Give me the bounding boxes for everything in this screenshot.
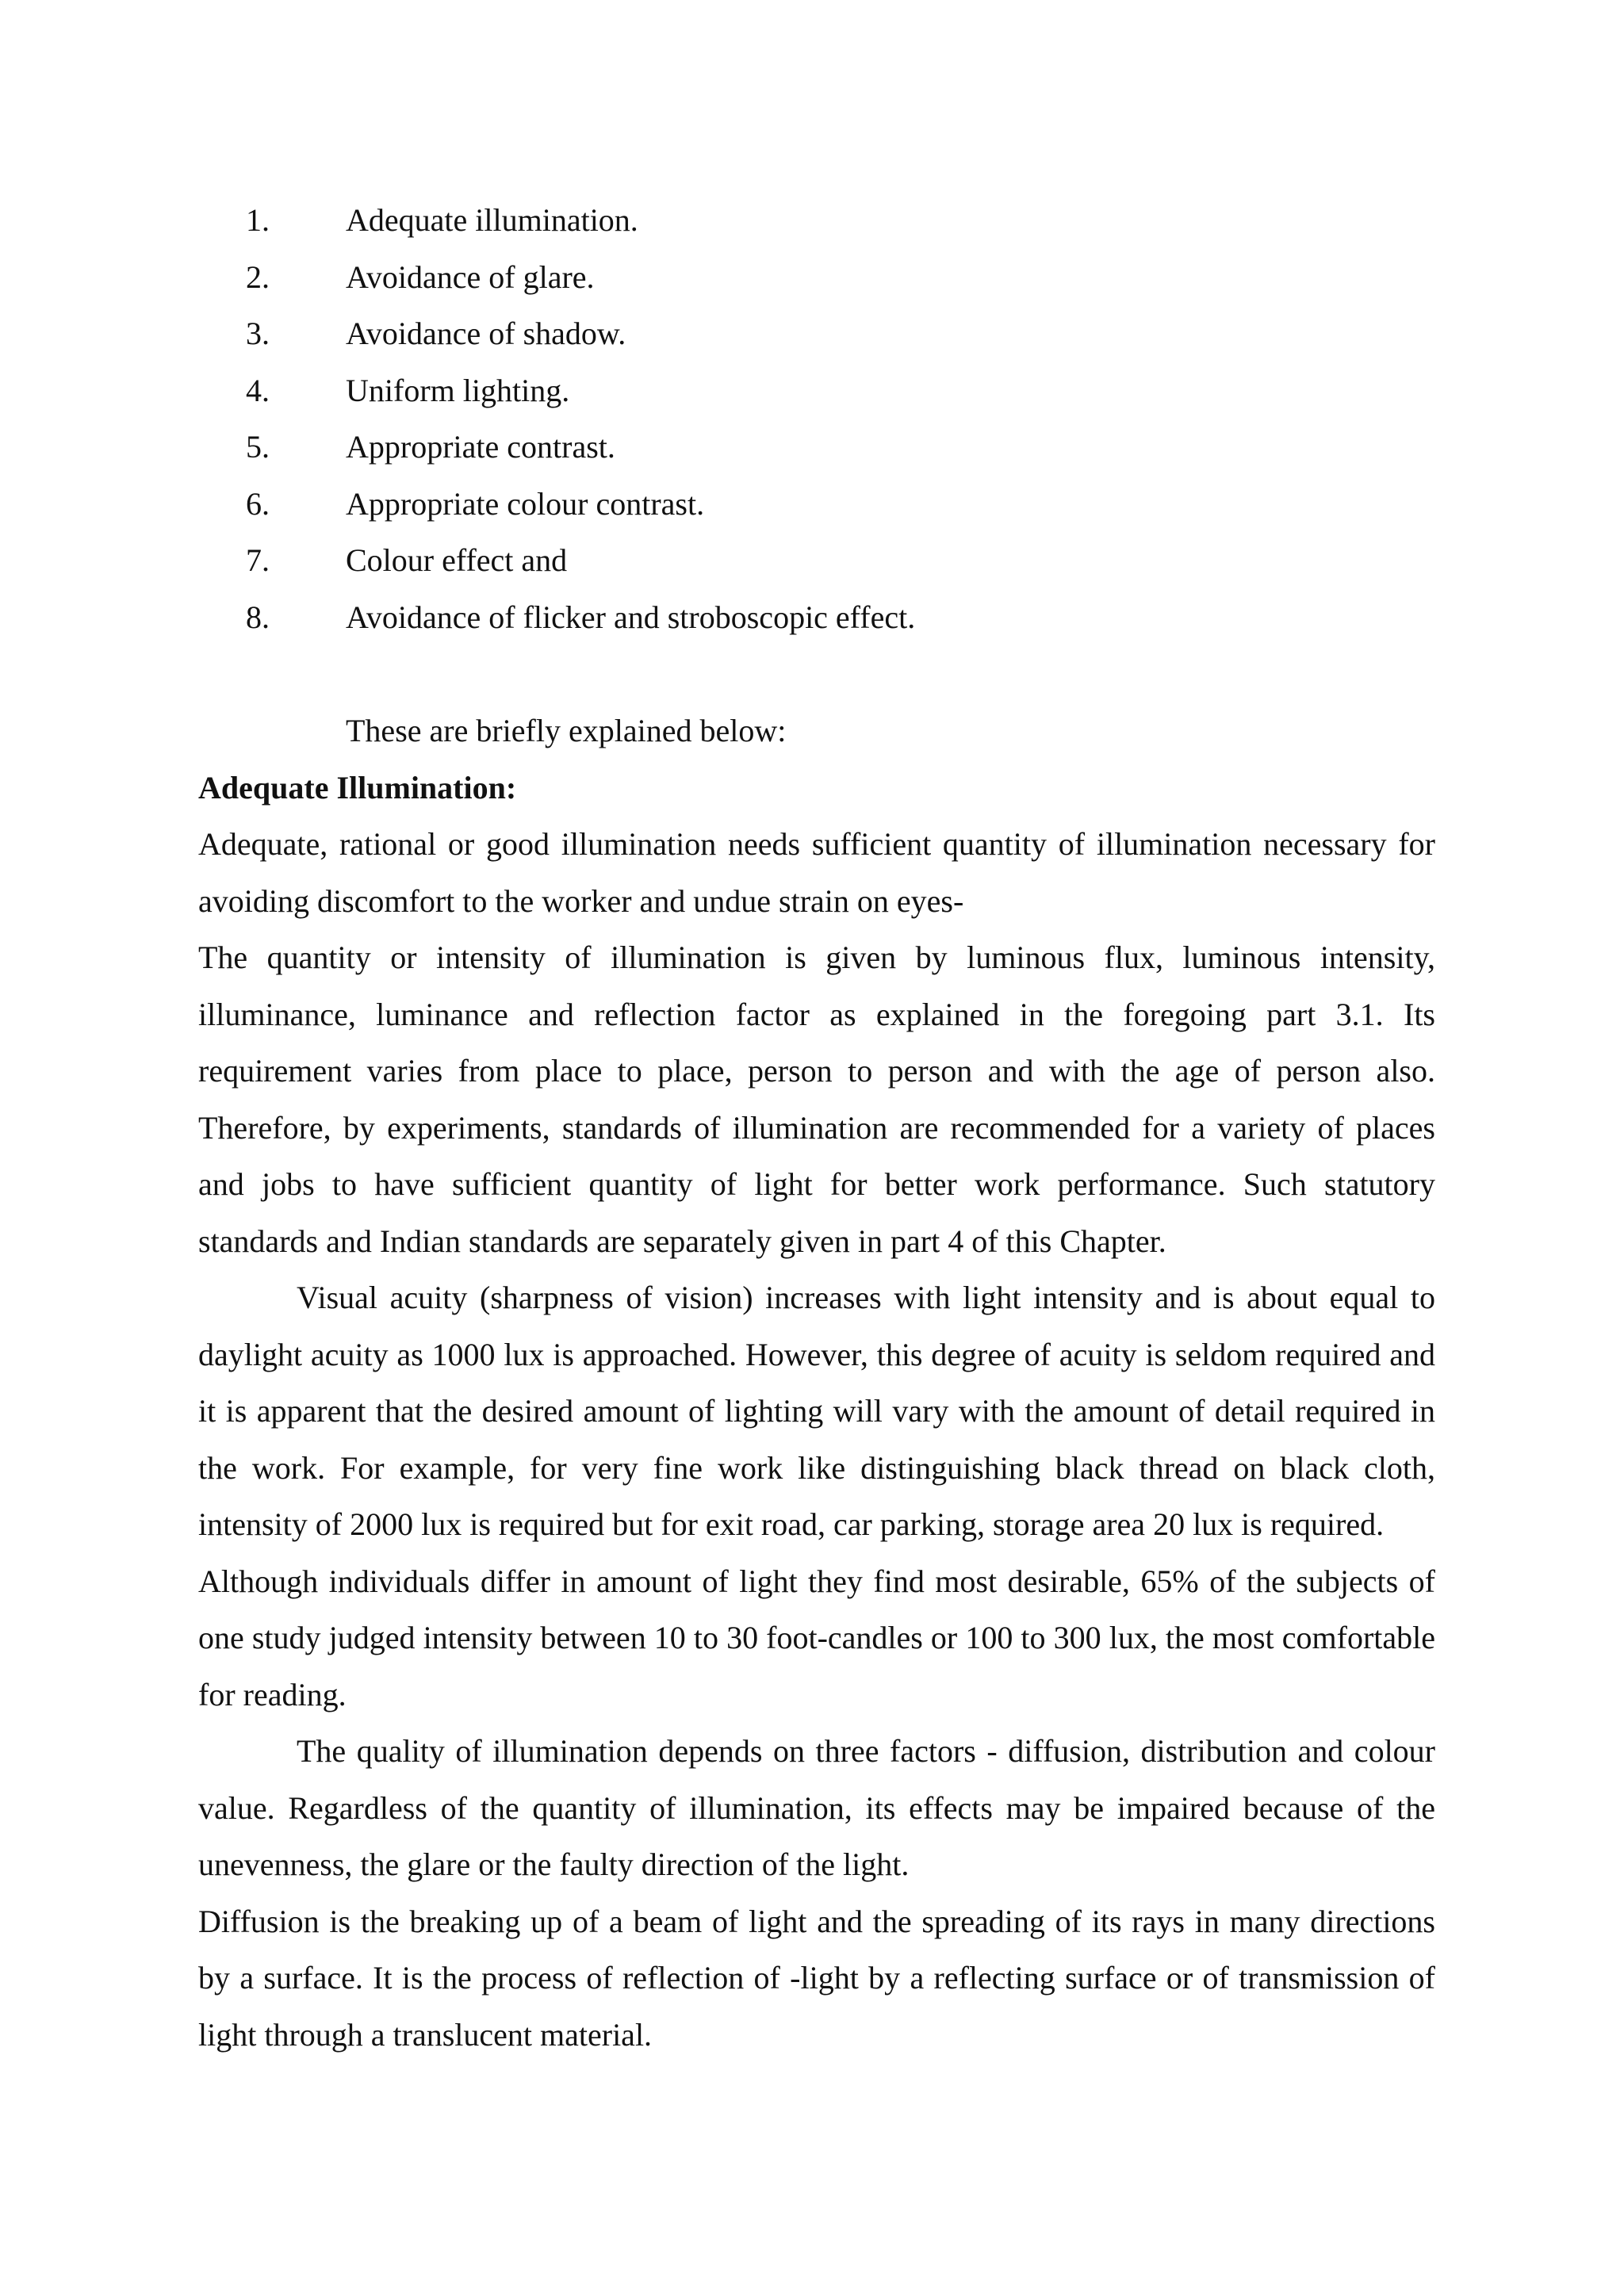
paragraph: Adequate, rational or good illumination needs sufficient quantity of illumination necessary for avoiding discomfort to the worker and undue strain on eyes-	[198, 826, 1435, 919]
paragraph: The quantity or intensity of illumination is given by luminous flux, luminous intensity, illuminance, luminance and reflection factor as explained in the foregoing part 3.1. Its requirement varies from place to place, person to person and with the age of person also. Therefore, by experiments, standards of illumination are recommended for a variety of places and jobs to have sufficient quantity of light for better work performance. Such statutory standards and Indian standards are separately given in part 4 of this Chapter.	[198, 939, 1435, 1259]
list-item-text: Appropriate colour contrast.	[346, 485, 705, 522]
paragraph: Visual acuity (sharpness of vision) increases with light intensity and is about equal to daylight acuity as 1000 lux is approached. However, this degree of acuity is seldom required and it is apparent that the desired amount of lighting will vary with the amount of detail required in the work. For example, for very fine work like distinguishing black thread on black cloth, intensity of 2000 lux is required but for exit road, car parking, storage area 20 lux is required.	[198, 1280, 1435, 1542]
list-item-text: Colour effect and	[346, 542, 568, 578]
paragraph: Diffusion is the breaking up of a beam of light and the spreading of its rays in many directions by a surface. It is the process of reflection of -light by a reflecting surface or of transmission of light through a translucent material.	[198, 1903, 1435, 2053]
list-item-text: Adequate illumination.	[346, 202, 638, 238]
list-item-number: 3.	[246, 316, 270, 351]
list-item	[198, 589, 1435, 646]
paragraph: The quality of illumination depends on three factors - diffusion, distribution and colour value. Regardless of the quantity of illumination, its effects may be impaired because of the unevenness, the glare or the faulty direction of the light.	[198, 1733, 1435, 1882]
list-item	[198, 419, 1435, 476]
requirements-list	[198, 192, 1435, 645]
page-content	[198, 192, 1435, 2063]
list-item-number: 4.	[246, 372, 270, 408]
list-item-number: 2.	[246, 258, 270, 295]
list-item	[198, 192, 1435, 249]
list-item	[198, 476, 1435, 533]
list-item-number: 1.	[246, 202, 270, 238]
list-item-number: 7.	[246, 542, 270, 578]
list-item-text: Avoidance of flicker and stroboscopic effect.	[346, 599, 916, 635]
list-item-number: 5.	[246, 429, 270, 465]
spacer	[198, 645, 1435, 702]
list-item	[198, 249, 1435, 306]
list-item-text: Avoidance of shadow.	[346, 316, 626, 351]
intro-line: These are briefly explained below:	[346, 713, 787, 748]
list-item	[198, 362, 1435, 419]
list-item-text: Avoidance of glare.	[346, 258, 595, 295]
list-item	[198, 305, 1435, 362]
list-item-number: 8.	[246, 599, 270, 635]
list-item-text: Appropriate contrast.	[346, 429, 615, 465]
section-heading: Adequate Illumination:	[198, 769, 517, 806]
paragraph: Although individuals differ in amount of light they find most desirable, 65% of the subjects of one study judged intensity between 10 to 30 foot-candles or 100 to 300 lux, the most comfortable for reading.	[198, 1563, 1435, 1712]
list-item-text: Uniform lighting.	[346, 372, 570, 408]
list-item-number: 6.	[246, 485, 270, 522]
list-item	[198, 532, 1435, 589]
